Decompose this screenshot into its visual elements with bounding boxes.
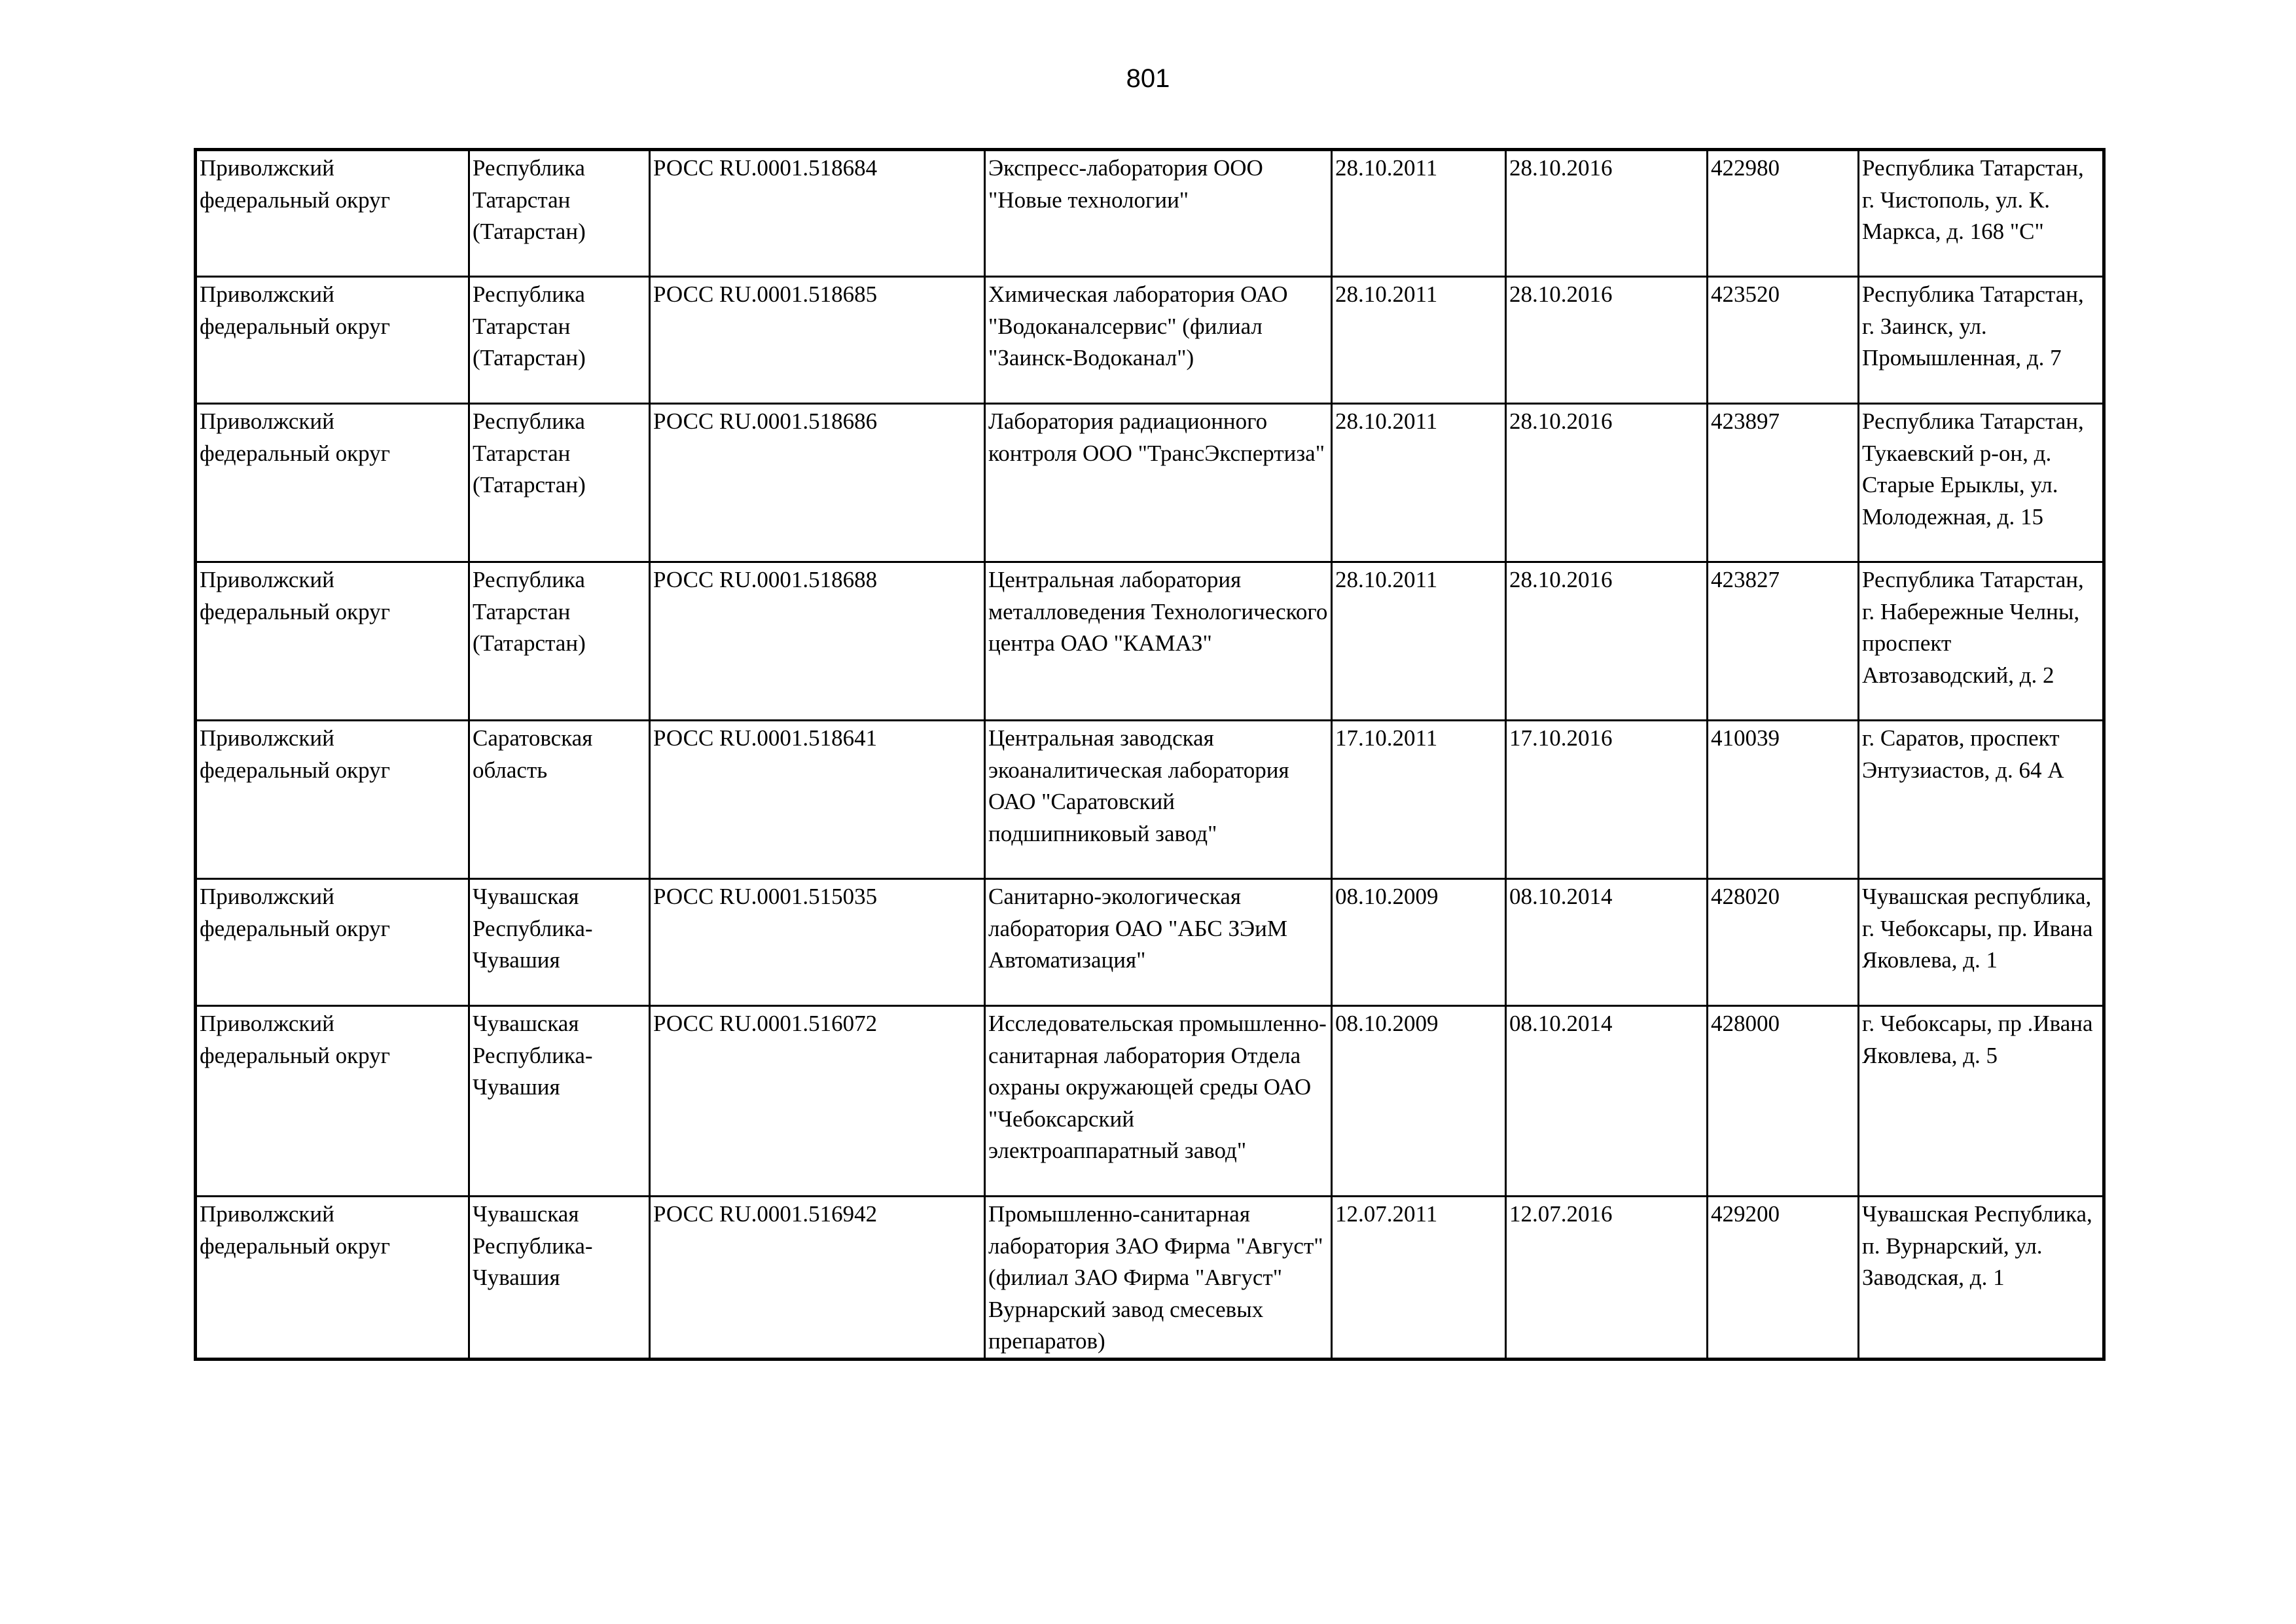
cell-date-to: 28.10.2016: [1506, 277, 1708, 404]
cell-date-from: 28.10.2011: [1332, 562, 1506, 721]
cell-date-from: 28.10.2011: [1332, 404, 1506, 562]
cell-date-to: 08.10.2014: [1506, 879, 1708, 1006]
cell-district: Приволжский федеральный округ: [196, 879, 469, 1006]
table-row: [196, 1006, 2104, 1197]
cell-address: Чувашская Республика, п. Вурнарский, ул. Заводская, д. 1: [1859, 1197, 2104, 1360]
cell-lab-name: Санитарно-экологическая лаборатория ОАО "АБС ЗЭиМ Автоматизация": [985, 879, 1332, 1006]
cell-address: Республика Татарстан, г. Набережные Челны, проспект Автозаводский, д. 2: [1859, 562, 2104, 721]
cell-postal-code: 423897: [1708, 404, 1859, 562]
cell-lab-name: Центральная заводская экоаналитическая лаборатория ОАО "Саратовский подшипниковый завод": [985, 721, 1332, 879]
cell-date-from: 28.10.2011: [1332, 277, 1506, 404]
cell-address: Республика Татарстан, Тукаевский р-он, д. Старые Ерыклы, ул. Молодежная, д. 15: [1859, 404, 2104, 562]
cell-postal-code: 429200: [1708, 1197, 1859, 1360]
cell-address: г. Чебоксары, пр .Ивана Яковлева, д. 5: [1859, 1006, 2104, 1197]
cell-postal-code: 410039: [1708, 721, 1859, 879]
laboratory-registry-table: [194, 148, 2106, 1361]
cell-region: Республика Татарстан (Татарстан): [469, 277, 650, 404]
cell-region: Чувашская Республика-Чувашия: [469, 879, 650, 1006]
cell-lab-name: Исследовательская промышленно-санитарная лаборатория Отдела охраны окружающей среды ОАО "Чебоксарский электроаппаратный завод": [985, 1006, 1332, 1197]
table-row: [196, 150, 2104, 277]
cell-lab-name: Химическая лаборатория ОАО "Водоканалсервис" (филиал "Заинск-Водоканал"): [985, 277, 1332, 404]
cell-district: Приволжский федеральный округ: [196, 277, 469, 404]
cell-reg-number: РОСС RU.0001.518688: [650, 562, 985, 721]
table-row: [196, 277, 2104, 404]
table-row: [196, 721, 2104, 879]
cell-district: Приволжский федеральный округ: [196, 1006, 469, 1197]
cell-address: г. Саратов, проспект Энтузиастов, д. 64 А: [1859, 721, 2104, 879]
cell-region: Республика Татарстан (Татарстан): [469, 150, 650, 277]
cell-postal-code: 428000: [1708, 1006, 1859, 1197]
table-row: [196, 1197, 2104, 1360]
cell-postal-code: 423827: [1708, 562, 1859, 721]
cell-reg-number: РОСС RU.0001.516072: [650, 1006, 985, 1197]
cell-date-to: 28.10.2016: [1506, 562, 1708, 721]
cell-district: Приволжский федеральный округ: [196, 721, 469, 879]
cell-reg-number: РОСС RU.0001.515035: [650, 879, 985, 1006]
cell-date-to: 28.10.2016: [1506, 404, 1708, 562]
cell-date-to: 08.10.2014: [1506, 1006, 1708, 1197]
cell-reg-number: РОСС RU.0001.518641: [650, 721, 985, 879]
cell-region: Республика Татарстан (Татарстан): [469, 562, 650, 721]
cell-date-from: 08.10.2009: [1332, 879, 1506, 1006]
cell-district: Приволжский федеральный округ: [196, 150, 469, 277]
cell-date-to: 17.10.2016: [1506, 721, 1708, 879]
cell-postal-code: 428020: [1708, 879, 1859, 1006]
cell-lab-name: Центральная лаборатория металловедения Технологического центра ОАО "КАМАЗ": [985, 562, 1332, 721]
cell-reg-number: РОСС RU.0001.516942: [650, 1197, 985, 1360]
cell-lab-name: Промышленно-санитарная лаборатория ЗАО Фирма "Август" (филиал ЗАО Фирма "Август" Вурнарский завод смесевых препаратов): [985, 1197, 1332, 1360]
cell-date-to: 28.10.2016: [1506, 150, 1708, 277]
cell-date-from: 17.10.2011: [1332, 721, 1506, 879]
cell-region: Чувашская Республика-Чувашия: [469, 1197, 650, 1360]
cell-region: Чувашская Республика-Чувашия: [469, 1006, 650, 1197]
table-row: [196, 562, 2104, 721]
cell-address: Республика Татарстан, г. Чистополь, ул. К. Маркса, д. 168 "С": [1859, 150, 2104, 277]
cell-district: Приволжский федеральный округ: [196, 1197, 469, 1360]
cell-region: Республика Татарстан (Татарстан): [469, 404, 650, 562]
cell-district: Приволжский федеральный округ: [196, 404, 469, 562]
cell-date-to: 12.07.2016: [1506, 1197, 1708, 1360]
table-row: [196, 404, 2104, 562]
cell-reg-number: РОСС RU.0001.518685: [650, 277, 985, 404]
table-row: [196, 879, 2104, 1006]
page-number: 801: [1126, 64, 1170, 93]
cell-address: Республика Татарстан, г. Заинск, ул. Промышленная, д. 7: [1859, 277, 2104, 404]
cell-lab-name: Лаборатория радиационного контроля ООО "ТрансЭкспертиза": [985, 404, 1332, 562]
cell-date-from: 08.10.2009: [1332, 1006, 1506, 1197]
cell-date-from: 28.10.2011: [1332, 150, 1506, 277]
cell-region: Саратовская область: [469, 721, 650, 879]
cell-reg-number: РОСС RU.0001.518684: [650, 150, 985, 277]
cell-date-from: 12.07.2011: [1332, 1197, 1506, 1360]
cell-lab-name: Экспресс-лаборатория ООО "Новые технологии": [985, 150, 1332, 277]
cell-postal-code: 423520: [1708, 277, 1859, 404]
cell-address: Чувашская республика, г. Чебоксары, пр. Ивана Яковлева, д. 1: [1859, 879, 2104, 1006]
cell-district: Приволжский федеральный округ: [196, 562, 469, 721]
cell-postal-code: 422980: [1708, 150, 1859, 277]
cell-reg-number: РОСС RU.0001.518686: [650, 404, 985, 562]
